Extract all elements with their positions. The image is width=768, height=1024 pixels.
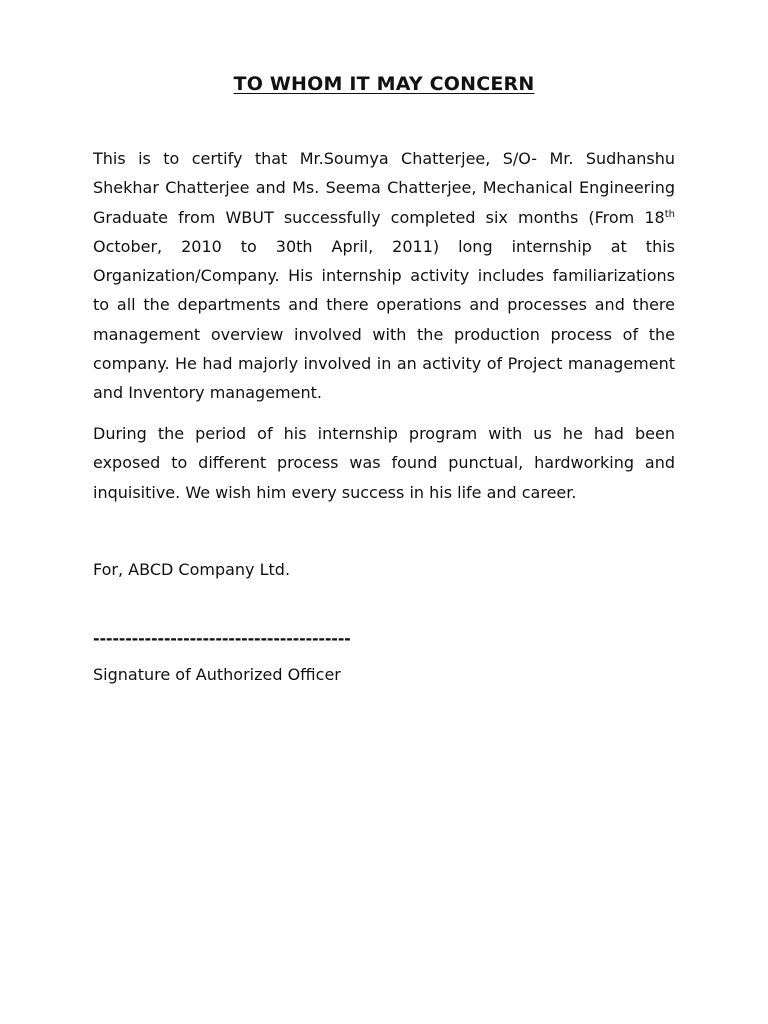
document-title: TO WHOM IT MAY CONCERN — [233, 73, 535, 95]
certificate-paragraph — [93, 144, 675, 408]
closing-paragraph: During the period of his internship program with us he had been exposed to different process was found punctual, hardworking and inquisitive. We wish him every success in his life and career. — [93, 424, 675, 502]
signature-line: ---------------------------------------- — [93, 629, 351, 648]
company-line: For, ABCD Company Ltd. — [93, 560, 291, 579]
paragraph-text-end: October, 2010 to 30th April, 2011) long internship at this Organization/Company. His internship activity includes familiarizations to all the departments and there operations and processes and there management overview involved with the production process of the company. He had majorly involved in an activity of Project management and Inventory management. — [93, 236, 675, 403]
signature-label: Signature of Authorized Officer — [93, 665, 341, 684]
paragraph-text-start: This is to certify that Mr.Soumya Chatterjee, S/O- Mr. Sudhanshu Shekhar Chatterjee and Ms. Seema Chatterjee, Mechanical Engineering Graduate from WBUT successfully completed six months (From 18 — [93, 149, 675, 227]
ordinal-superscript: th — [664, 208, 675, 220]
